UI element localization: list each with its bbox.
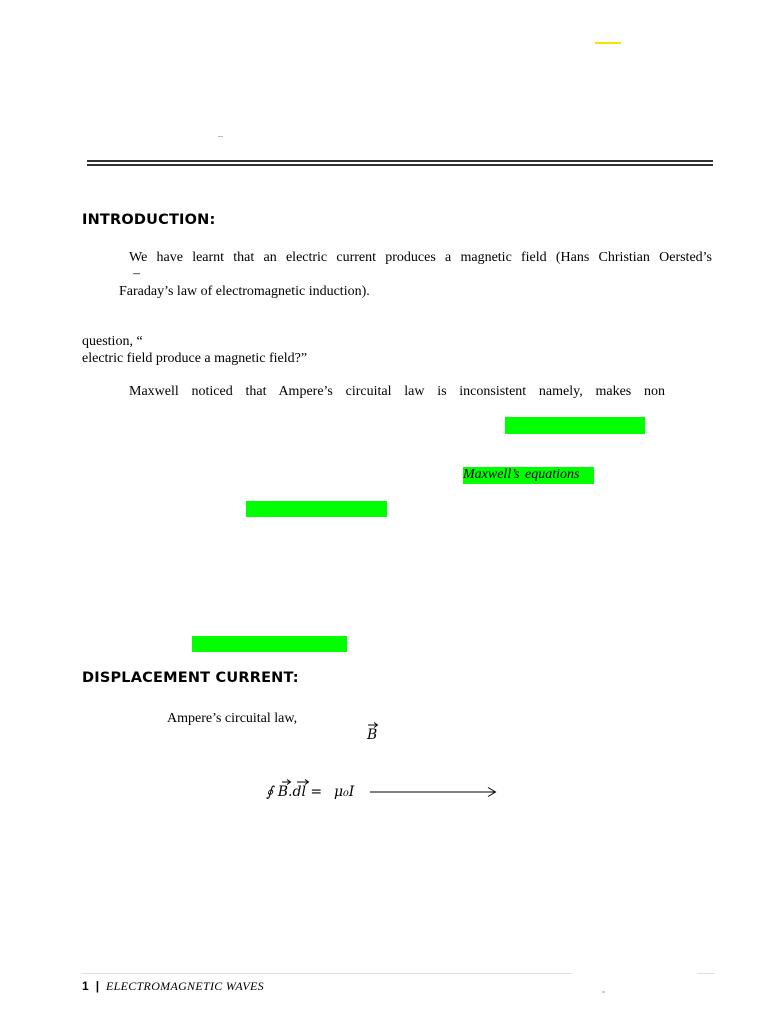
title-rule-bottom	[87, 164, 713, 166]
intro-dash: –	[133, 266, 140, 281]
ampere-equation	[266, 778, 506, 804]
maxwells-equations-text: Maxwell’s equations	[463, 467, 594, 484]
displacement-current-heading: DISPLACEMENT CURRENT:	[82, 670, 299, 686]
introduction-heading: INTRODUCTION:	[82, 212, 216, 228]
question-line2: electric field produce a magnetic field?”	[82, 351, 308, 366]
equation-lhs: ∮ B.dl =	[266, 784, 323, 800]
right-arrow-icon	[370, 786, 500, 798]
highlight-block	[505, 417, 645, 434]
intro-paragraph-line2: Faraday’s law of electromagnetic induction).	[119, 284, 370, 299]
page-number: 1	[82, 979, 89, 993]
question-line1: question, “	[82, 334, 143, 349]
faint-mark	[602, 991, 605, 993]
footer-rule-right	[697, 973, 715, 974]
intro-paragraph-line1: We have learnt that an electric current produces a magnetic field (Hans Christian Oersted’s	[129, 250, 712, 265]
equation-rhs: μ₀I	[334, 784, 355, 800]
b-vector-symbol	[366, 722, 380, 744]
highlight-block	[192, 636, 347, 652]
highlight-block	[246, 501, 387, 517]
running-title: ELECTROMAGNETIC WAVES	[106, 979, 264, 993]
footer-separator: |	[95, 979, 100, 993]
maxwell-paragraph-line: Maxwell noticed that Ampere’s circuital law is inconsistent namely, makes non	[129, 384, 665, 399]
footer-rule	[82, 973, 572, 974]
title-rule-top	[87, 160, 713, 162]
faint-mark	[218, 136, 223, 137]
footer	[82, 977, 264, 995]
b-vector-letter: B	[367, 727, 378, 743]
accent-mark	[595, 42, 621, 44]
ampere-law-line: Ampere’s circuital law,	[167, 711, 298, 726]
